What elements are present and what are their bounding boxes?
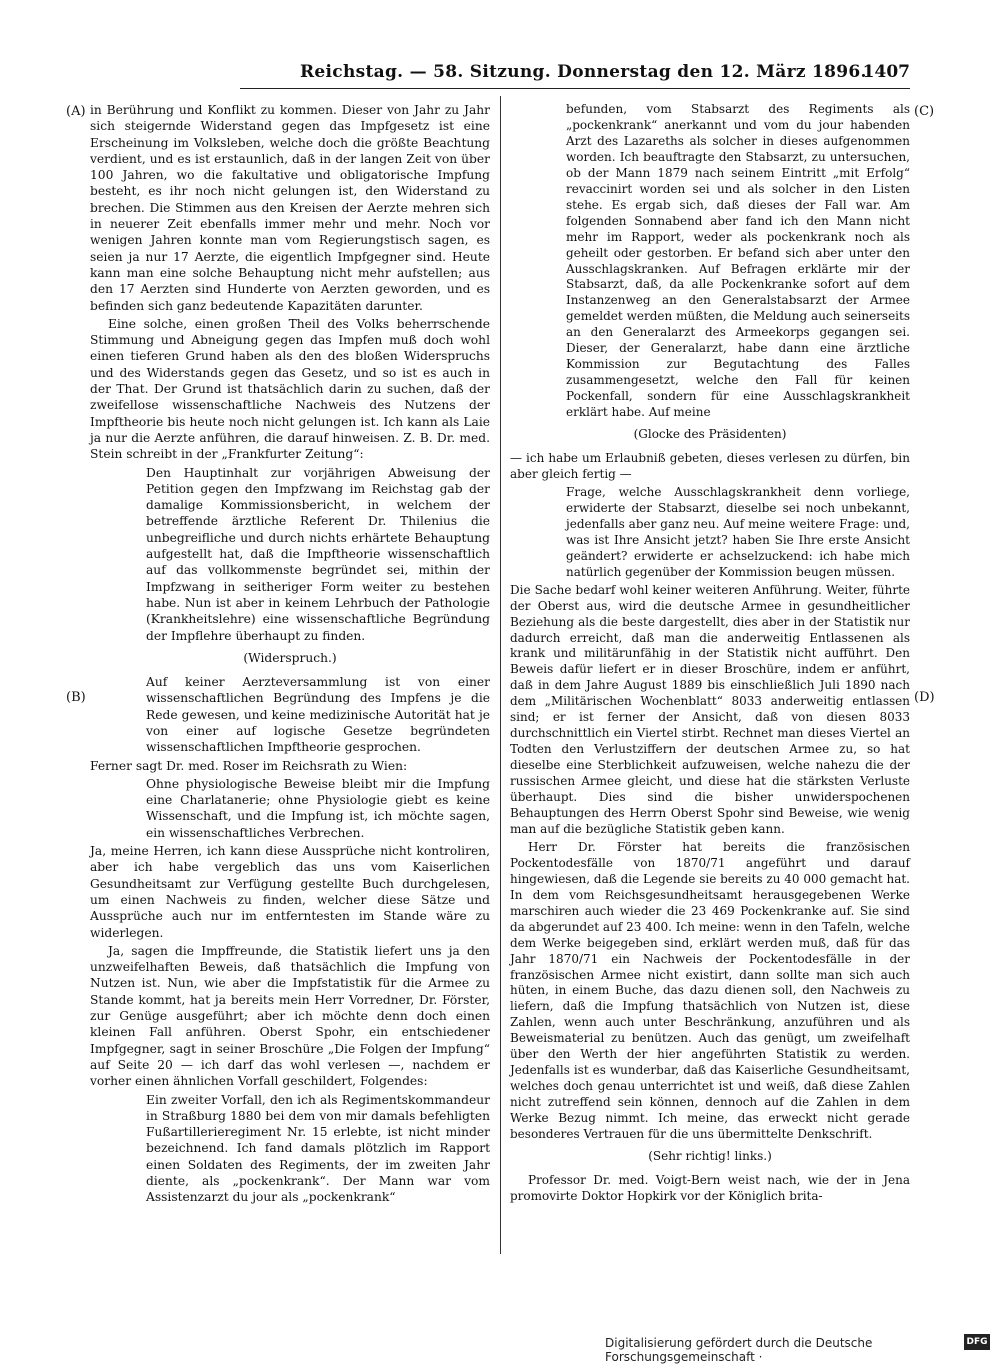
interjection: (Sehr richtig! links.): [648, 1149, 772, 1163]
interjection: (Glocke des Präsidenten): [633, 427, 787, 442]
page-number: 1407: [862, 62, 910, 82]
paragraph: Ja, sagen die Impffreunde, die Statistik liefert uns ja den unzweifelhaften Beweis, daß thatsächlich die Impfung von Nutzen ist. Nun, wie aber die Impfstatistik für die Armee zu Stande kommt, hat ja bereits mein Herr Vorredner, Dr. Förster, zur Genüge ausgeführt; aber ich möchte denn doch einen kleinen Fall anführen. Oberst Spohr, ein entschiedener Impfgegner, sagt in seiner Broschüre „Die Folgen der Impfung“ auf Seite 20 — ich darf das wohl verlesen —, nachdem er vorher einen ähnlichen Vorfall geschildert, Folgendes:: [90, 943, 490, 1089]
interjection: (Widerspruch.): [243, 650, 337, 665]
paragraph: Professor Dr. med. Voigt-Bern weist nach, wie der in Jena promovirte Doktor Hopkirk vor der Königlich brita-: [510, 1172, 910, 1203]
column-divider: [500, 96, 501, 1254]
left-column: [90, 102, 490, 1208]
margin-marker-b: (B): [66, 690, 86, 705]
block-quote: Den Hauptinhalt zur vorjährigen Abweisung der Petition gegen den Impfzwang im Reichstag gab der damalige Kommissionsbericht, in welchem der betreffende ärztliche Referent Dr. Thilenius die unbegreifliche und durch nichts erhärtete Behauptung aufgestellt hat, daß die Impftheorie wissenschaftlich auf das vollkommenste begründet sei, mithin der Impfzwang in seitheriger Form weiter zu bestehen habe. Nun ist aber in keinem Lehrbuch der Pathologie (Krankheitslehre) eine wissenschaftliche Begründung der Impflehre überhaupt zu finden.: [146, 465, 490, 643]
paragraph: in Berührung und Konflikt zu kommen. Dieser von Jahr zu Jahr sich steigernde Widerstand gegen das Impfgesetz ist eine Erscheinung im Volksleben, welche doch die größte Beachtung verdient, und es ist erstaunlich, daß in der langen Zeit von über 100 Jahren, wo die fakultative und obligatorische Impfung besteht, es ihr noch nicht gelungen ist, den Widerstand zu brechen. Die Stimmen aus den Kreisen der Aerzte mehren sich in neuerer Zeit ebenfalls immer mehr und mehr. Noch vor wenigen Jahren konnte man vom Regierungstisch sagen, es seien ja nur 17 Aerzte, die eigentlich Impfgegner sind. Heute kann man eine solche Behauptung nicht mehr aufstellen; aus den 17 Aerzten sind Hunderte von Aerzten geworden, und es befinden sich ganz bedeutende Kapazitäten darunter.: [90, 103, 490, 313]
paragraph: — ich habe um Erlaubniß gebeten, dieses verlesen zu dürfen, bin aber gleich fertig —: [510, 451, 910, 481]
block-quote: Ohne physiologische Beweise bleibt mir die Impfung eine Charlatanerie; ohne Physiologie giebt es keine Wissenschaft, und die Impfung ist, ich möchte sagen, ein wissenschaftliches Verbrechen.: [146, 776, 490, 840]
block-quote: Auf keiner Aerzteversammlung ist von einer wissenschaftlichen Begründung des Impfens je die Rede gewesen, und keine medizinische Autorität hat je von einer auf logische Gesetze begründeten wissenschaftlichen Impftheorie gesprochen.: [146, 675, 490, 755]
margin-marker-c: (C): [914, 104, 935, 119]
block-quote: befunden, vom Stabsarzt des Regiments als „pockenkrank“ anerkannt und vom du jour habenden Arzt des Lazareths als solcher in dieses aufgenommen worden. Ich beauftragte den Stabsarzt, zu untersuchen, ob der Mann 1879 nach seinem Eintritt „mit Erfolg“ revaccinirt worden sei und als solcher in den Listen stehe. Es ergab sich, daß dieses der Fall war. Am folgenden Sonnabend aber fand ich den Mann nicht mehr im Rapport, weder als pockenkrank noch als geheilt oder gestorben. Er befand sich aber unter den Ausschlagskranken. Auf Befragen erklärte mir der Stabsarzt, daß, da alle Pockenkranke sofort auf dem Instanzenweg an den Generalstabsarzt der Armee gemeldet werden müßten, die Meldung auch seinerseits an den Generalarzt des Armeekorps gegangen sei. Dieser, der Generalarzt, habe dann eine ärztliche Kommission zur Begutachtung des Falles zusammengesetzt, welche den Fall für keinen Pockenfall, sondern für eine Ausschlagskrankheit erklärt habe. Auf meine: [566, 102, 910, 420]
margin-marker-a: (A): [66, 104, 86, 119]
margin-marker-d: (D): [914, 690, 935, 705]
paragraph: Ja, meine Herren, ich kann diese Aussprüche nicht kontroliren, aber ich habe vergeblich das uns vom Kaiserlichen Gesundheitsamt zur Verfügung gestellte Buch durchgelesen, um einen Nachweis zu finden, welcher diese Sätze und Aussprüche auch nur im entferntesten im Stande wäre zu widerlegen.: [90, 844, 490, 940]
digitization-note: Digitalisierung gefördert durch die Deutsche Forschungsgemeinschaft ·: [605, 1336, 873, 1364]
paragraph: Ferner sagt Dr. med. Roser im Reichsrath zu Wien:: [90, 758, 408, 773]
running-head: Reichstag. — 58. Sitzung. Donnerstag den 12. März 1896.: [300, 62, 867, 82]
paragraph: Herr Dr. Förster hat bereits die französischen Pockentodesfälle von 1870/71 angeführt und darauf hingewiesen, daß die Legende sie bereits zu 40 000 gemacht hat. In dem vom Reichsgesundheitsamt herausgegebenen Werke marschiren auch wieder die 23 469 Pockenkranke auf. Sie sind da abgerundet auf 23 400. Ich meine: wenn in den Tafeln, welche dem Werke beigegeben sind, erklärt werden muß, daß für das Jahr 1870/71 ein Nachweis der Pockentodesfälle in der französischen Armee nicht existirt, dann sollte man sich auch hüten, in einem Buche, das dazu dienen soll, den Nachweis zu liefern, daß die Impfung thatsächlich von Nutzen ist, diese Zahlen, wenn auch unter Beschränkung, anzuführen und als Beweismaterial zu benützen. Auch das genügt, um zweifelhaft über den Werth der hier angeführten Statistik zu werden. Jedenfalls ist es wunderbar, daß das Kaiserliche Gesundheitsamt, welches doch genau unterrichtet ist und weiß, daß diese Zahlen nicht zutreffend sein können, dennoch auf die Zahlen in dem Werke Bezug nimmt. Ich meine, das erweckt nicht gerade besonderes Vertrauen für die uns übermittelte Denkschrift.: [510, 839, 910, 1142]
block-quote: Frage, welche Ausschlagskrankheit denn vorliege, erwiderte der Stabsarzt, dieselbe sei noch unbekannt, jedenfalls aber ganz neu. Auf meine weitere Frage: und, was ist Ihre Ansicht jetzt? haben Sie Ihre erste Ansicht geändert? erwiderte er achselzuckend: ich habe mich natürlich gegenüber der Kommission beugen müssen.: [566, 484, 910, 579]
dfg-logo: DFG: [964, 1334, 990, 1350]
right-column: [510, 102, 910, 1207]
paragraph: Eine solche, einen großen Theil des Volks beherrschende Stimmung und Abneigung gegen das Impfen muß doch wohl einen tieferen Grund haben als den des bloßen Widerspruchs und des Widerstands gegen das Gesetz, und so ist es auch in der That. Der Grund ist thatsächlich darin zu suchen, daß der zweifellose wissenschaftliche Nachweis des Nutzens der Impftheorie bis heute noch nicht gelungen ist. Ich kann als Laie ja nur die Aerzte anführen, die darauf hinweisen. Z. B. Dr. med. Stein schreibt in der „Frankfurter Zeitung“:: [90, 316, 490, 462]
block-quote: Ein zweiter Vorfall, den ich als Regimentskommandeur in Straßburg 1880 bei dem von mir damals befehligten Fußartillerieregiment Nr. 15 erlebte, ist nicht minder bezeichnend. Ich fand damals plötzlich im Rapport einen Soldaten des Regiments, der im zweiten Jahr diente, als „pockenkrank“. Der Mann war vom Assistenzarzt du jour als „pockenkrank“: [146, 1092, 490, 1205]
page-header: [240, 60, 910, 89]
paragraph: Die Sache bedarf wohl keiner weiteren Anführung. Weiter, führte der Oberst aus, wird die deutsche Armee in gesundheitlicher Beziehung als die beste dargestellt, dies aber in der Statistik nur dadurch erreicht, daß man die anderweitig Entlassenen als krank und militärunfähig in der Statistik nicht aufführt. Den Beweis dafür liefert er in dieser Broschüre, indem er anführt, daß in dem Jahre August 1889 bis einschließlich Juli 1890 nach dem „Militärischen Wochenblatt“ 8033 anderweitig entlassen sind; er ist ferner der Ansicht, daß von diesen 8033 durchschnittlich ein Viertel stirbt. Rechnet man dieses Viertel an Todten den Verlustziffern der deutschen Armee zu, so hat dieselbe eine Sterblichkeit aufzuweisen, welche nahezu die der russischen Armee gleicht, und diese hat die stärksten Verluste überhaupt. Dies sind die bisher unwiderspochenen Behauptungen des Herrn Oberst Spohr sind Beweise, wie wenig man auf die bezügliche Statistik geben kann.: [510, 582, 910, 836]
